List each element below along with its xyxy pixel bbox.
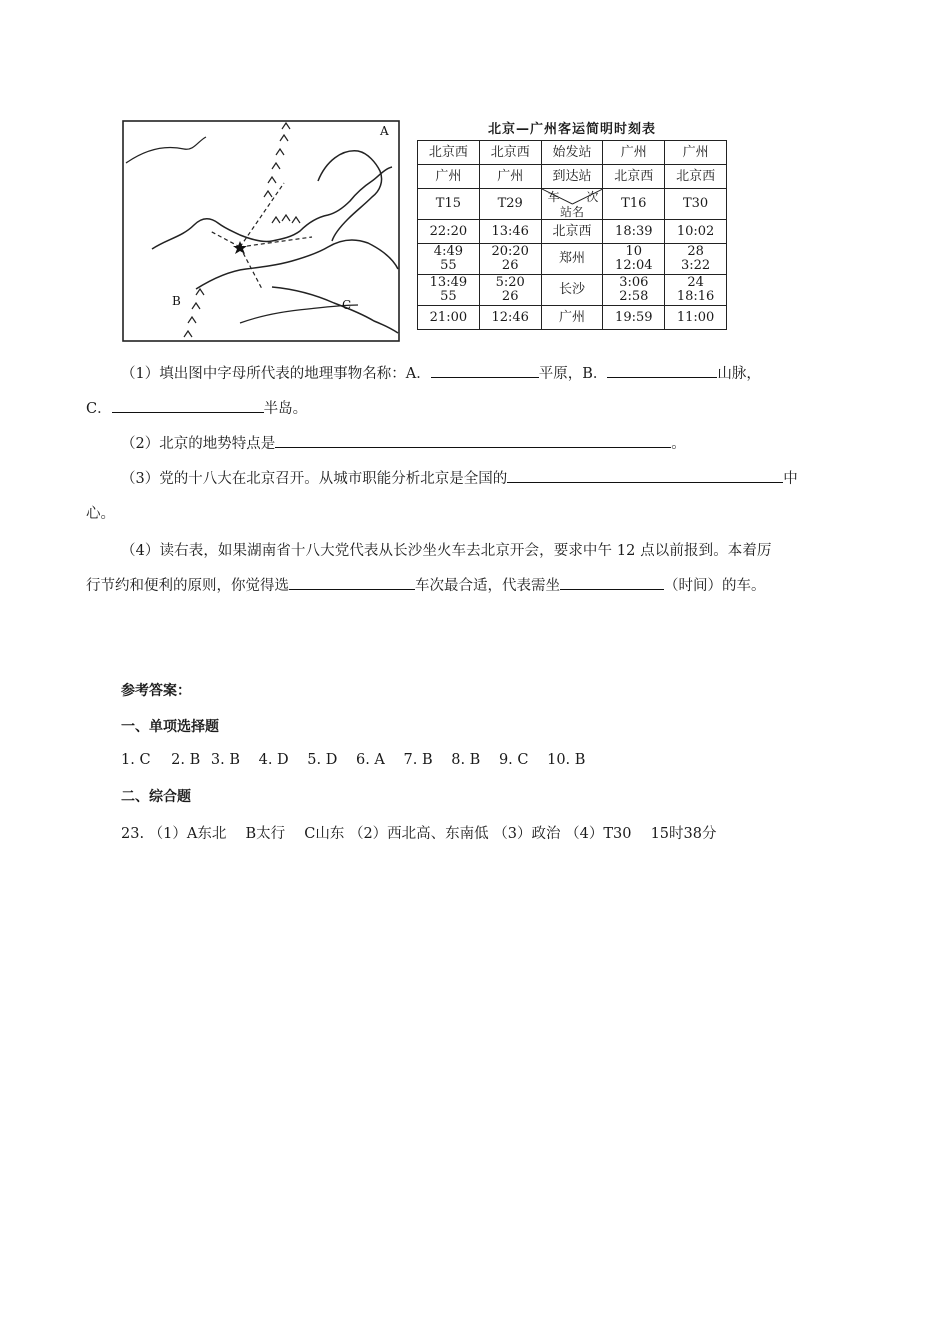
- mc-answer: 10. B: [547, 752, 586, 768]
- diag-train-label: 车: [547, 190, 560, 204]
- table-cell: [603, 275, 665, 306]
- table-cell: 广州: [479, 165, 541, 189]
- table-cell: 10:02: [665, 220, 727, 244]
- question-text: 车次最合适，代表需坐: [415, 578, 560, 594]
- question-text: （1）填出图中字母所代表的地理事物名称：A．: [121, 366, 431, 382]
- table-cell: 广州: [603, 141, 665, 165]
- mc-answer: 3. B: [210, 752, 240, 768]
- timetable-row-zhengzhou: [418, 244, 727, 275]
- table-cell: 北京西: [479, 141, 541, 165]
- table-cell: T16: [603, 189, 665, 220]
- timetable-row-origin: [418, 141, 727, 165]
- mc-answer: 2. B: [171, 752, 201, 768]
- table-cell: T15: [418, 189, 480, 220]
- answer-blank[interactable]: [560, 575, 664, 590]
- question-text: （时间）的车。: [664, 578, 766, 594]
- table-cell: 18:39: [603, 220, 665, 244]
- question-2: [121, 432, 686, 453]
- question-4-line-1: [121, 539, 772, 560]
- table-cell: 广州: [665, 141, 727, 165]
- arrive-time: 28: [687, 244, 704, 259]
- table-cell: [479, 244, 541, 275]
- answer-blank[interactable]: [112, 398, 264, 413]
- answers-heading: 参考答案：: [121, 683, 191, 699]
- table-cell: 广州: [418, 165, 480, 189]
- timetable-title: 北京—广州客运简明时刻表: [487, 122, 656, 137]
- diag-header-cell: [541, 189, 603, 220]
- section-1-heading: 一、单项选择题: [121, 719, 219, 735]
- table-cell: T29: [479, 189, 541, 220]
- mc-answer: 8. B: [451, 752, 481, 768]
- question-text: 。: [671, 436, 686, 452]
- question-text: C．: [86, 401, 112, 417]
- mc-answer: 4. D: [258, 752, 289, 768]
- question-4-line-2: [86, 574, 766, 595]
- arrive-time: 5:20: [495, 275, 525, 290]
- answer-blank[interactable]: [507, 468, 783, 483]
- timetable-row-destination: [418, 165, 727, 189]
- timetable-row-beijing: [418, 220, 727, 244]
- table-cell: [479, 275, 541, 306]
- map-label-b: B: [172, 294, 181, 308]
- map-drawing: [122, 119, 400, 343]
- timetable: [416, 120, 728, 330]
- table-cell: 21:00: [418, 306, 480, 330]
- timetable-row-trains: [418, 189, 727, 220]
- table-cell: T30: [665, 189, 727, 220]
- question-3-line-2: [86, 502, 115, 523]
- diag-station-label: 站名: [559, 205, 584, 219]
- timetable-row-changsha: [418, 275, 727, 306]
- table-cell: 19:59: [603, 306, 665, 330]
- answer-blank[interactable]: [607, 363, 717, 378]
- table-cell: 北京西: [418, 141, 480, 165]
- question-text: 心。: [86, 506, 115, 522]
- timetable-grid: [417, 140, 727, 330]
- depart-time: 12:04: [615, 258, 653, 273]
- question-text: 平原，B．: [538, 366, 608, 382]
- station-name: 广州: [541, 306, 603, 330]
- question-3-line-1: [121, 467, 798, 488]
- question-text: 半岛。: [263, 401, 308, 417]
- mc-answers: [121, 752, 585, 768]
- table-cell: 北京西: [665, 165, 727, 189]
- depart-time: 18:16: [676, 289, 715, 304]
- arrive-time: 20:20: [491, 244, 529, 259]
- mc-answer: 9. C: [498, 752, 529, 768]
- section-2-heading: 二、综合题: [121, 789, 191, 805]
- question-text: （2）北京的地势特点是: [121, 436, 276, 452]
- station-name: 郑州: [541, 244, 603, 275]
- table-cell: [603, 244, 665, 275]
- mc-answer: 7. B: [403, 752, 433, 768]
- question-1-line-1: [121, 362, 761, 383]
- table-cell: 22:20: [418, 220, 480, 244]
- answer-blank[interactable]: [431, 363, 539, 378]
- question-text: （4）读右表，如果湖南省十八大党代表从长沙坐火车去北京开会，要求中午 12 点以前报到。本着厉: [121, 543, 772, 559]
- arrive-time: 3:06: [619, 275, 649, 290]
- arrive-time: 13:49: [429, 275, 468, 290]
- depart-time: 26: [501, 258, 519, 273]
- arrive-time: 24: [687, 275, 704, 290]
- mc-answer: 5. D: [307, 752, 338, 768]
- answer-blank[interactable]: [289, 575, 415, 590]
- arrive-time: 4:49: [433, 244, 463, 259]
- table-cell: [418, 275, 480, 306]
- question-text: （3）党的十八大在北京召开。从城市职能分析北京是全国的: [121, 471, 508, 487]
- map-label-c: C: [342, 298, 352, 312]
- depart-time: 2:58: [619, 289, 649, 304]
- station-name: 长沙: [541, 275, 603, 306]
- table-cell: 12:46: [479, 306, 541, 330]
- depart-time: 3:22: [680, 258, 711, 273]
- table-cell: 北京西: [603, 165, 665, 189]
- mc-answer: 1. C: [121, 752, 151, 768]
- north-china-map: [122, 119, 400, 343]
- answer-blank[interactable]: [275, 433, 671, 448]
- table-cell: 始发站: [541, 141, 603, 165]
- table-cell: [665, 244, 727, 275]
- arrive-time: 10: [625, 244, 643, 259]
- question-1-line-2: [86, 397, 307, 418]
- map-label-a: A: [380, 124, 389, 138]
- table-cell: [665, 275, 727, 306]
- question-text: 山脉，: [717, 366, 761, 382]
- station-name: 北京西: [541, 220, 603, 244]
- depart-time: 55: [440, 289, 457, 304]
- table-cell: [418, 244, 480, 275]
- depart-time: 55: [440, 258, 457, 273]
- table-cell: 11:00: [665, 306, 727, 330]
- question-text: 中: [783, 471, 798, 487]
- mc-answer: 6. A: [355, 752, 385, 768]
- table-cell: 到达站: [541, 165, 603, 189]
- diag-ci-label: 次: [586, 190, 599, 204]
- question-text: 行节约和便利的原则，你觉得选: [86, 578, 289, 594]
- depart-time: 26: [501, 289, 519, 304]
- table-cell: 13:46: [479, 220, 541, 244]
- q23-answer: 23. （1）A东北 B太行 C山东 （2）西北高、东南低 （3）政治 （4）T30 15时38分: [121, 826, 717, 842]
- timetable-row-guangzhou: [418, 306, 727, 330]
